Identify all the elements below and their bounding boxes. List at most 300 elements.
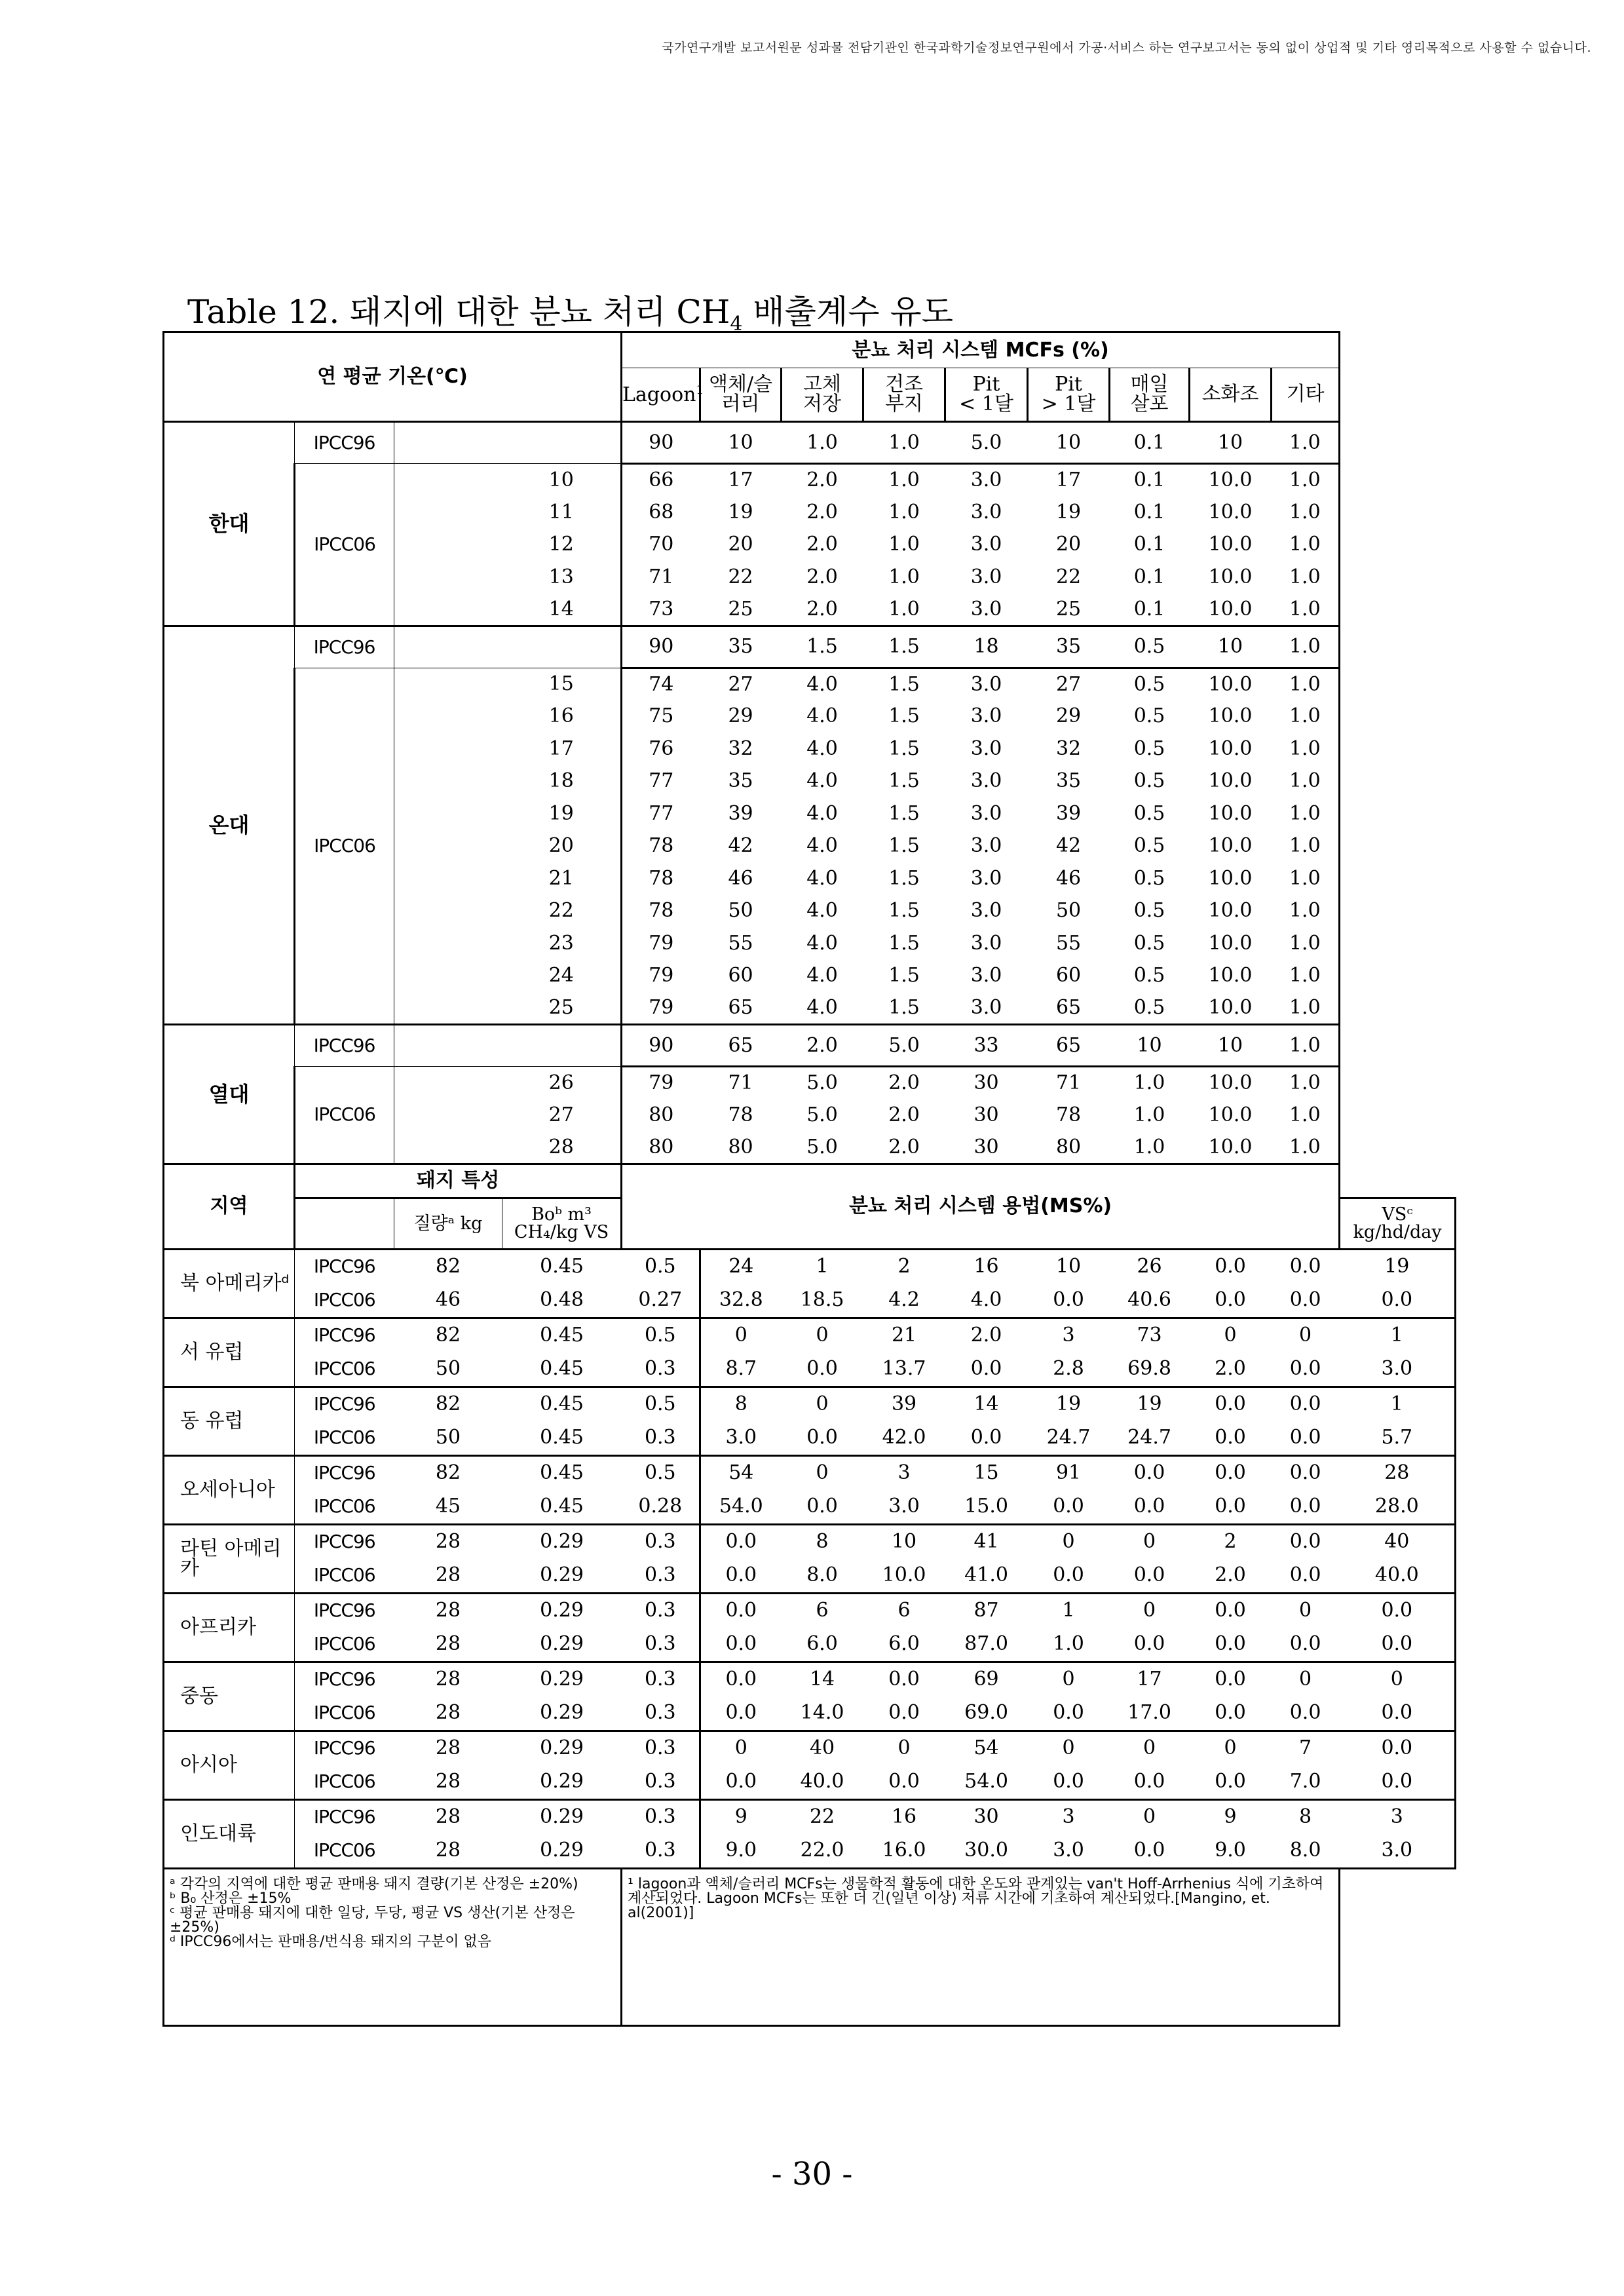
mcf-value: 3.0 [970, 931, 1002, 955]
temperature: 21 [502, 862, 622, 895]
ms-value: 42.0 [863, 1421, 945, 1456]
bo-value: 0.45 [502, 1249, 622, 1284]
ms-value: 0.0 [1272, 1249, 1340, 1284]
ms-value: 2.0 [945, 1318, 1028, 1352]
temperature: 18 [502, 765, 622, 798]
mcf-value: 35 [728, 769, 753, 793]
ms-value: 0.0 [1110, 1490, 1190, 1525]
region-name: 서 유럽 [164, 1318, 295, 1387]
pig-traits-header: 돼지 특성 [295, 1164, 622, 1198]
temperature: 22 [502, 895, 622, 928]
mcf-value: 1.0 [782, 422, 863, 464]
ms-value: 14 [945, 1387, 1028, 1421]
ms-value: 22.0 [782, 1834, 863, 1869]
vs-value: 0.3 [622, 1765, 700, 1800]
mcf-value: 1.0 [1272, 626, 1340, 668]
mass-value: 28 [394, 1765, 502, 1800]
ms-value: 22 [782, 1799, 863, 1834]
source-label: IPCC06 [295, 1834, 394, 1869]
mcf-value: 10.0 [1208, 737, 1253, 760]
mcf-value: 77 [649, 801, 674, 825]
ms-value: 17.0 [1110, 1696, 1190, 1731]
ipcc06-label: IPCC06 [295, 668, 394, 1025]
ms-value: 0 [1340, 1662, 1456, 1696]
ms-value: 0.0 [1340, 1593, 1456, 1628]
mcf-value: 0.1 [1133, 533, 1165, 556]
temperature: 17 [502, 733, 622, 765]
ms-value: 0 [1028, 1731, 1110, 1765]
mcf-value: 30 [973, 1103, 999, 1126]
ms-value: 0 [863, 1731, 945, 1765]
footnote-right: ¹ lagoon과 액체/슬러리 MCFs는 생물학적 활동에 대한 온도와 관계있는 van't Hoff-Arrhenius 식에 기초하여 계산되었다. Lagoon MCFs는 또한 더 긴(일년 이상) 저류 시간에 기초하여 계산되었다.[Mangino, et. al(2001)] [622, 1868, 1340, 2025]
ms-value: 3.0 [1028, 1834, 1110, 1869]
mcf-col-3: 건조 부지 [863, 368, 945, 422]
ms-value: 1 [1340, 1318, 1456, 1352]
mcf-value: 1.5 [888, 704, 920, 728]
mcf-value: 50 [1055, 899, 1082, 923]
mcf-value: 79 [649, 1071, 674, 1094]
mcf-value: 1.0 [1133, 1071, 1165, 1094]
ms-value: 24 [700, 1249, 782, 1284]
mass-value: 28 [394, 1559, 502, 1594]
mass-value: 50 [394, 1421, 502, 1456]
mcf-value: 1.5 [888, 866, 920, 890]
mcf-value: 60 [1055, 964, 1082, 987]
mcf-value: 78 [649, 866, 674, 890]
ms-value: 4.2 [863, 1284, 945, 1318]
mcf-value: 1.5 [888, 769, 920, 793]
bo-value: 0.45 [502, 1318, 622, 1352]
temperature: 26 [502, 1067, 622, 1100]
ms-value: 0.0 [1272, 1559, 1340, 1594]
ms-value: 0.0 [1028, 1559, 1110, 1594]
mcf-value: 10.0 [1190, 992, 1272, 1025]
vs-value: 0.3 [622, 1593, 700, 1628]
mcf-value: 39 [1055, 801, 1082, 825]
ms-value: 10.0 [863, 1559, 945, 1594]
mcf-value: 1.5 [888, 737, 920, 760]
mcf-value: 4.0 [806, 964, 838, 987]
caption-text-suffix: 배출계수 유도 [742, 293, 953, 331]
ms-value: 0 [782, 1455, 863, 1490]
ms-value: 2.8 [1028, 1352, 1110, 1387]
ipcc96-label: IPCC96 [295, 626, 394, 668]
ms-value: 0.0 [1028, 1284, 1110, 1318]
mcf-value: 39 [728, 801, 753, 825]
mcf-value: 80 [622, 1132, 700, 1164]
mcf-value: 55 [728, 931, 753, 955]
bo-value: 0.29 [502, 1765, 622, 1800]
ms-value: 8 [700, 1387, 782, 1421]
ms-value: 69.8 [1110, 1352, 1190, 1387]
ms-value: 39 [863, 1387, 945, 1421]
ms-value: 2 [863, 1249, 945, 1284]
usage-header: 분뇨 처리 시스템 용법(MS%) [622, 1164, 1340, 1249]
mcf-value: 29 [1055, 704, 1082, 728]
ms-value: 87.0 [945, 1628, 1028, 1662]
mcf-value: 2.0 [806, 500, 838, 524]
mass-value: 50 [394, 1352, 502, 1387]
table-caption [187, 286, 953, 335]
bo-value: 0.45 [502, 1455, 622, 1490]
ms-value: 8.7 [700, 1352, 782, 1387]
mcf-value: 10 [1190, 422, 1272, 464]
mcf-value: 78 [649, 899, 674, 923]
mcf-value: 10.0 [1208, 1071, 1253, 1094]
ms-value: 19 [1110, 1387, 1190, 1421]
mcf-value: 10.0 [1208, 834, 1253, 858]
mcf-value: 1.5 [888, 899, 920, 923]
ms-value: 87 [945, 1593, 1028, 1628]
blank-cell [394, 895, 502, 928]
caption-text: Table 12. 돼지에 대한 분뇨 처리 CH [187, 293, 730, 331]
mcf-value: 0.5 [1133, 704, 1165, 728]
temperature: 13 [502, 561, 622, 594]
ipcc06-label: IPCC06 [295, 1067, 394, 1164]
mcf-value: 10.0 [1208, 565, 1253, 588]
mcf-value: 1.0 [1272, 765, 1340, 798]
source-label: IPCC06 [295, 1490, 394, 1525]
ms-value: 0.0 [782, 1352, 863, 1387]
source-label: IPCC96 [295, 1455, 394, 1490]
mcf-value: 0.5 [1133, 834, 1165, 858]
mcf-value: 10 [1028, 422, 1110, 464]
ms-value: 0.0 [700, 1662, 782, 1696]
mcf-value: 73 [622, 594, 700, 626]
mcf-value: 27 [1055, 672, 1082, 696]
mcf-value: 0.5 [1110, 626, 1190, 668]
source-label: IPCC96 [295, 1799, 394, 1834]
ms-value: 0.0 [863, 1765, 945, 1800]
mass-value: 28 [394, 1696, 502, 1731]
copyright-notice: 국가연구개발 보고서원문 성과물 전담기관인 한국과학기술정보연구원에서 가공·서비스 하는 연구보고서는 동의 없이 상업적 및 기타 영리목적으로 사용할 수 없습니다. [662, 41, 1591, 55]
mcf-col-1: 액체/슬 러리 [700, 368, 782, 422]
ms-value: 0.0 [1272, 1490, 1340, 1525]
source-label: IPCC06 [295, 1696, 394, 1731]
ms-value: 9 [700, 1799, 782, 1834]
ms-value: 24.7 [1110, 1421, 1190, 1456]
mcf-value: 19 [728, 500, 753, 524]
mcf-value: 10.0 [1208, 899, 1253, 923]
source-label: IPCC06 [295, 1421, 394, 1456]
region-name: 북 아메리카ᵈ [164, 1249, 295, 1318]
bo-value: 0.29 [502, 1559, 622, 1594]
ms-value: 0 [782, 1318, 863, 1352]
temperature: 19 [502, 797, 622, 830]
mcf-value: 1.0 [1272, 733, 1340, 765]
ms-value: 19 [1028, 1387, 1110, 1421]
region-name: 아시아 [164, 1731, 295, 1799]
ms-value: 0.0 [1340, 1765, 1456, 1800]
ms-value: 2.0 [1190, 1352, 1272, 1387]
mcf-value: 10 [1190, 626, 1272, 668]
mcf-value: 25 [700, 594, 782, 626]
mcf-value: 3.0 [970, 769, 1002, 793]
temperature: 20 [502, 830, 622, 863]
ms-value: 15.0 [945, 1490, 1028, 1525]
mcf-value: 29 [728, 704, 753, 728]
mcf-value: 2.0 [782, 594, 863, 626]
source-label: IPCC06 [295, 1765, 394, 1800]
mcf-col-6: 매일 살포 [1110, 368, 1190, 422]
mass-value: 28 [394, 1524, 502, 1559]
ms-value: 0.0 [700, 1696, 782, 1731]
ms-value: 54.0 [700, 1490, 782, 1525]
ms-value: 73 [1110, 1318, 1190, 1352]
blank-cell [394, 862, 502, 895]
vs-value: 0.3 [622, 1524, 700, 1559]
mcf-value: 17 [728, 469, 753, 491]
mcf-value: 4.0 [806, 672, 838, 696]
vs-header: VSᶜ kg/hd/day [1340, 1198, 1456, 1249]
mcf-value: 10.0 [1208, 769, 1253, 793]
ms-value: 10 [863, 1524, 945, 1559]
mass-value: 82 [394, 1387, 502, 1421]
mcf-value: 30 [973, 1071, 999, 1094]
ms-value: 0.0 [1272, 1524, 1340, 1559]
vs-value: 0.5 [622, 1249, 700, 1284]
ms-value: 4.0 [945, 1284, 1028, 1318]
mcf-value: 79 [649, 964, 674, 987]
mcf-value: 10.0 [1208, 500, 1253, 524]
mcf-header: 분뇨 처리 시스템 MCFs (%) [622, 332, 1340, 368]
ms-value: 0 [1110, 1593, 1190, 1628]
mcf-value: 10.0 [1208, 704, 1253, 728]
mcf-value: 5.0 [863, 1025, 945, 1067]
mcf-value: 0.5 [1133, 737, 1165, 760]
blank-cell [394, 561, 502, 594]
blank-cell [394, 927, 502, 960]
mcf-value: 1.0 [863, 422, 945, 464]
ms-value: 0.0 [1110, 1559, 1190, 1594]
mcf-value: 32 [728, 737, 753, 760]
ms-value: 14.0 [782, 1696, 863, 1731]
mass-value: 28 [394, 1834, 502, 1869]
mcf-value: 78 [649, 834, 674, 858]
mcf-value: 5.0 [945, 422, 1028, 464]
temperature: 14 [502, 594, 622, 626]
mcf-value: 1.0 [1272, 1025, 1340, 1067]
ms-value: 0.0 [700, 1593, 782, 1628]
ms-value: 6 [782, 1593, 863, 1628]
ms-value: 26 [1110, 1249, 1190, 1284]
vs-value: 0.28 [622, 1490, 700, 1525]
region-header: 지역 [164, 1164, 295, 1249]
ms-value: 0.0 [863, 1696, 945, 1731]
blank-cell [295, 1198, 394, 1249]
footnote: ᵈ IPCC96에서는 판매용/번식용 돼지의 구분이 없음 [170, 1933, 492, 1950]
ms-value: 40.6 [1110, 1284, 1190, 1318]
mcf-value: 71 [1055, 1071, 1082, 1094]
temperature: 24 [502, 960, 622, 993]
temperature: 11 [502, 496, 622, 529]
mcf-value: 27 [728, 672, 753, 696]
blank-cell [394, 594, 502, 626]
mcf-value: 25 [1028, 594, 1110, 626]
bo-value: 0.29 [502, 1524, 622, 1559]
ms-value: 9.0 [700, 1834, 782, 1869]
vs-value: 0.3 [622, 1696, 700, 1731]
ms-value: 3.0 [700, 1421, 782, 1456]
mcf-value: 3.0 [970, 704, 1002, 728]
mcf-value: 10.0 [1208, 469, 1253, 491]
temperature: 23 [502, 927, 622, 960]
mcf-value: 0.1 [1110, 594, 1190, 626]
region-name: 오세아니아 [164, 1455, 295, 1524]
mass-header: 질량ᵃ kg [394, 1198, 502, 1249]
mcf-value: 10.0 [1208, 1103, 1253, 1126]
mass-value: 82 [394, 1249, 502, 1284]
ms-value: 0.0 [1340, 1284, 1456, 1318]
ms-value: 0.0 [1340, 1731, 1456, 1765]
vs-value: 0.3 [622, 1662, 700, 1696]
mcf-value: 1.0 [1272, 830, 1340, 863]
ms-value: 30.0 [945, 1834, 1028, 1869]
mcf-value: 4.0 [806, 866, 838, 890]
ms-value: 0.0 [1028, 1490, 1110, 1525]
blank-cell [394, 422, 622, 464]
ms-value: 3.0 [1340, 1352, 1456, 1387]
mcf-value: 0.5 [1133, 801, 1165, 825]
blank-cell [394, 797, 502, 830]
mcf-value: 1.5 [863, 626, 945, 668]
mcf-value: 4.0 [806, 801, 838, 825]
mcf-value: 4.0 [806, 704, 838, 728]
blank-cell [394, 1067, 502, 1100]
ms-value: 1.0 [1028, 1628, 1110, 1662]
temperature: 15 [502, 668, 622, 700]
temperature: 16 [502, 700, 622, 733]
mass-value: 28 [394, 1799, 502, 1834]
region-name: 라틴 아메리카 [164, 1524, 295, 1593]
blank-cell [394, 668, 502, 700]
ms-value: 9 [1190, 1799, 1272, 1834]
ms-value: 54.0 [945, 1765, 1028, 1800]
mcf-value: 5.0 [806, 1071, 838, 1094]
page-number: - 30 - [771, 2156, 853, 2192]
ms-value: 0 [1110, 1731, 1190, 1765]
mcf-value: 1.0 [888, 500, 920, 524]
blank-cell [394, 464, 502, 497]
ms-value: 0.0 [945, 1421, 1028, 1456]
mcf-value: 1.0 [1272, 1067, 1340, 1100]
temperature: 25 [502, 992, 622, 1025]
ms-value: 0.0 [1190, 1696, 1272, 1731]
ms-value: 0.0 [1272, 1421, 1340, 1456]
footnote: ᶜ 평균 판매용 돼지에 대한 일당, 두당, 평균 VS 생산(기본 산정은 ±25%) [170, 1904, 575, 1936]
ms-value: 0.0 [1272, 1455, 1340, 1490]
ms-value: 0 [1190, 1731, 1272, 1765]
ms-value: 0.0 [1190, 1421, 1272, 1456]
ms-value: 0.0 [1272, 1696, 1340, 1731]
ms-value: 0.0 [1340, 1696, 1456, 1731]
mcf-value: 79 [622, 992, 700, 1025]
ms-value: 0.0 [1190, 1765, 1272, 1800]
mcf-value: 42 [728, 834, 753, 858]
mcf-value: 65 [700, 992, 782, 1025]
vs-value: 0.3 [622, 1834, 700, 1869]
mcf-value: 2.0 [888, 1071, 920, 1094]
ms-value: 17 [1110, 1662, 1190, 1696]
mcf-value: 22 [728, 565, 753, 588]
mcf-value: 4.0 [806, 899, 838, 923]
mcf-value: 3.0 [970, 469, 1002, 491]
blank-cell [394, 960, 502, 993]
region-name: 인도대륙 [164, 1799, 295, 1868]
ms-value: 7.0 [1272, 1765, 1340, 1800]
mcf-value: 68 [649, 500, 674, 524]
blank-cell [394, 1025, 622, 1067]
mcf-value: 5.0 [806, 1103, 838, 1126]
mcf-value: 2.0 [888, 1103, 920, 1126]
ms-value: 3.0 [1340, 1834, 1456, 1869]
mcf-value: 1.0 [1272, 594, 1340, 626]
ms-value: 0.0 [1028, 1765, 1110, 1800]
source-label: IPCC96 [295, 1731, 394, 1765]
mcf-value: 1.0 [888, 565, 920, 588]
mcf-value: 10.0 [1208, 964, 1253, 987]
mcf-value: 66 [649, 469, 674, 491]
ms-value: 16 [863, 1799, 945, 1834]
mcf-value: 10.0 [1190, 1132, 1272, 1164]
mcf-value: 0.5 [1133, 899, 1165, 923]
mcf-col-0: Lagoon$^1$ [622, 368, 700, 422]
ms-value: 0.0 [700, 1765, 782, 1800]
mcf-value: 3.0 [970, 899, 1002, 923]
mcf-value: 74 [649, 672, 674, 696]
ms-value: 15 [945, 1455, 1028, 1490]
ms-value: 40.0 [1340, 1559, 1456, 1594]
mcf-value: 50 [728, 899, 753, 923]
blank-cell [394, 496, 502, 529]
mcf-value: 80 [1028, 1132, 1110, 1164]
ms-value: 8 [1272, 1799, 1340, 1834]
ms-value: 41.0 [945, 1559, 1028, 1594]
mcf-value: 22 [1055, 565, 1082, 588]
bo-value: 0.48 [502, 1284, 622, 1318]
mcf-value: 1.5 [888, 964, 920, 987]
ms-value: 0.0 [1272, 1352, 1340, 1387]
mcf-value: 10 [1190, 1025, 1272, 1067]
temp-header: 연 평균 기온(℃) [164, 332, 622, 422]
vs-value: 0.5 [622, 1318, 700, 1352]
source-label: IPCC06 [295, 1352, 394, 1387]
ms-value: 13.7 [863, 1352, 945, 1387]
ipcc06-label: IPCC06 [295, 464, 394, 626]
ms-value: 0.0 [1110, 1628, 1190, 1662]
source-label: IPCC06 [295, 1559, 394, 1594]
mcf-col-8: 기타 [1272, 368, 1340, 422]
ms-value: 0.0 [1272, 1284, 1340, 1318]
blank-cell [394, 830, 502, 863]
mcf-value: 80 [700, 1132, 782, 1164]
bo-value: 0.29 [502, 1799, 622, 1834]
mcf-value: 1.0 [1272, 422, 1340, 464]
mcf-value: 0.1 [1133, 469, 1165, 491]
mcf-value: 1.5 [888, 672, 920, 696]
mcf-value: 71 [728, 1071, 753, 1094]
mcf-value: 1.0 [1272, 1132, 1340, 1164]
mcf-value: 3.0 [945, 594, 1028, 626]
ms-value: 0.0 [1110, 1455, 1190, 1490]
ms-value: 40 [1340, 1524, 1456, 1559]
mcf-value: 3.0 [970, 500, 1002, 524]
mcf-value: 19 [1055, 500, 1082, 524]
mcf-value: 1.0 [1272, 895, 1340, 928]
mcf-value: 3.0 [970, 866, 1002, 890]
mcf-col-5: Pit > 1달 [1028, 368, 1110, 422]
mcf-value: 3.0 [970, 533, 1002, 556]
